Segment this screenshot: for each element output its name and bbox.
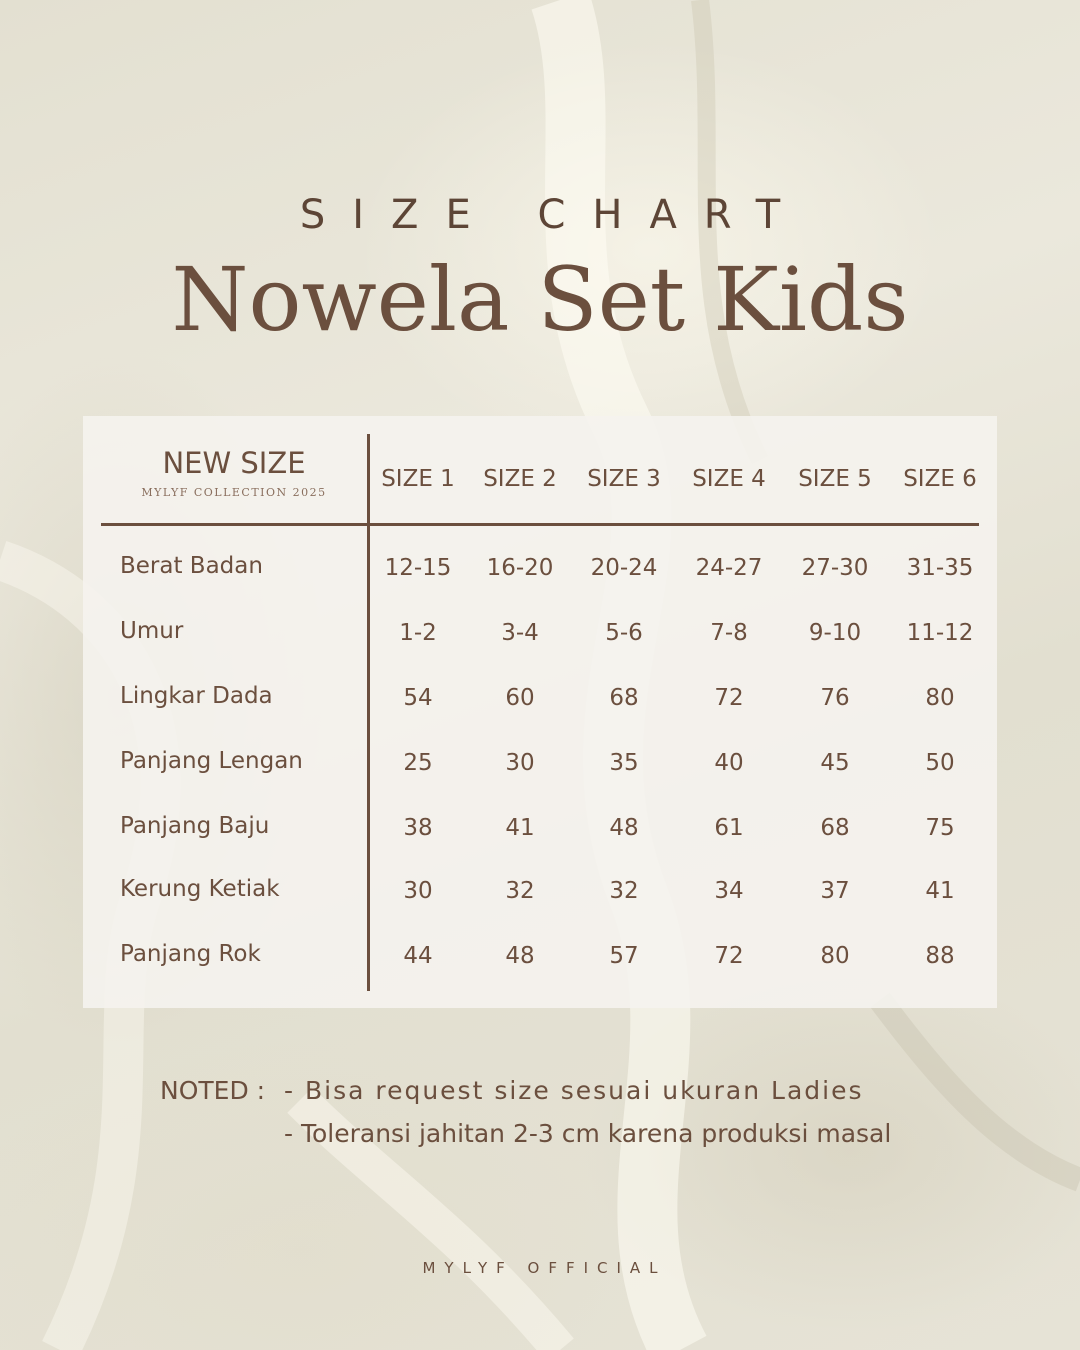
column-header-size-2: SIZE 2 [483,466,557,492]
table-cell: 1-2 [399,620,437,646]
table-cell: 88 [925,943,955,969]
table-cell: 45 [820,750,850,776]
table-corner-heading [101,446,367,499]
row-label: Panjang Lengan [120,748,303,774]
table-cell: 80 [820,943,850,969]
row-label: Kerung Ketiak [120,876,280,902]
note-item: - Toleransi jahitan 2-3 cm karena produksi masal [284,1119,892,1148]
table-cell: 72 [714,685,744,711]
product-title: Nowela Set Kids [171,248,909,351]
row-label: Lingkar Dada [120,683,273,709]
table-cell: 44 [403,943,433,969]
size-chart-eyebrow: SIZE CHART [299,192,808,238]
table-cell: 40 [714,750,744,776]
table-cell: 37 [820,878,850,904]
new-size-label: NEW SIZE [162,446,306,480]
row-label: Umur [120,618,184,644]
table-cell: 41 [505,815,535,841]
noted-label: NOTED : [160,1076,266,1105]
table-cell: 75 [925,815,955,841]
table-cell: 9-10 [808,620,862,646]
row-label: Panjang Baju [120,813,270,839]
table-cell: 20-24 [590,555,658,581]
table-cell: 24-27 [695,555,763,581]
table-cell: 38 [403,815,433,841]
table-cell: 50 [925,750,955,776]
table-cell: 76 [820,685,850,711]
note-item: - Bisa request size sesuai ukuran Ladies [284,1076,864,1105]
table-cell: 7-8 [710,620,748,646]
table-cell: 32 [609,878,639,904]
table-cell: 68 [609,685,639,711]
column-header-size-6: SIZE 6 [903,466,977,492]
row-label: Panjang Rok [120,941,261,967]
table-cell: 3-4 [501,620,539,646]
table-cell: 16-20 [486,555,554,581]
table-cell: 32 [505,878,535,904]
table-cell: 72 [714,943,744,969]
column-header-size-1: SIZE 1 [381,466,455,492]
column-header-size-4: SIZE 4 [692,466,766,492]
table-cell: 48 [505,943,535,969]
table-cell: 57 [609,943,639,969]
table-cell: 25 [403,750,433,776]
label-column-divider [367,434,370,991]
column-header-size-3: SIZE 3 [587,466,661,492]
table-cell: 34 [714,878,744,904]
row-label: Berat Badan [120,553,263,579]
column-header-size-5: SIZE 5 [798,466,872,492]
table-cell: 60 [505,685,535,711]
size-table-panel [83,416,997,1008]
brand-footer: MYLYF OFFICIAL [422,1259,667,1277]
table-cell: 68 [820,815,850,841]
collection-label: MYLYF COLLECTION 2025 [141,486,327,499]
table-cell: 35 [609,750,639,776]
table-cell: 61 [714,815,744,841]
table-cell: 80 [925,685,955,711]
table-cell: 11-12 [906,620,974,646]
table-cell: 54 [403,685,433,711]
table-cell: 30 [403,878,433,904]
table-cell: 27-30 [801,555,869,581]
header-divider [101,523,979,526]
table-cell: 5-6 [605,620,643,646]
table-cell: 12-15 [384,555,452,581]
table-cell: 30 [505,750,535,776]
table-cell: 31-35 [906,555,974,581]
table-cell: 48 [609,815,639,841]
table-cell: 41 [925,878,955,904]
